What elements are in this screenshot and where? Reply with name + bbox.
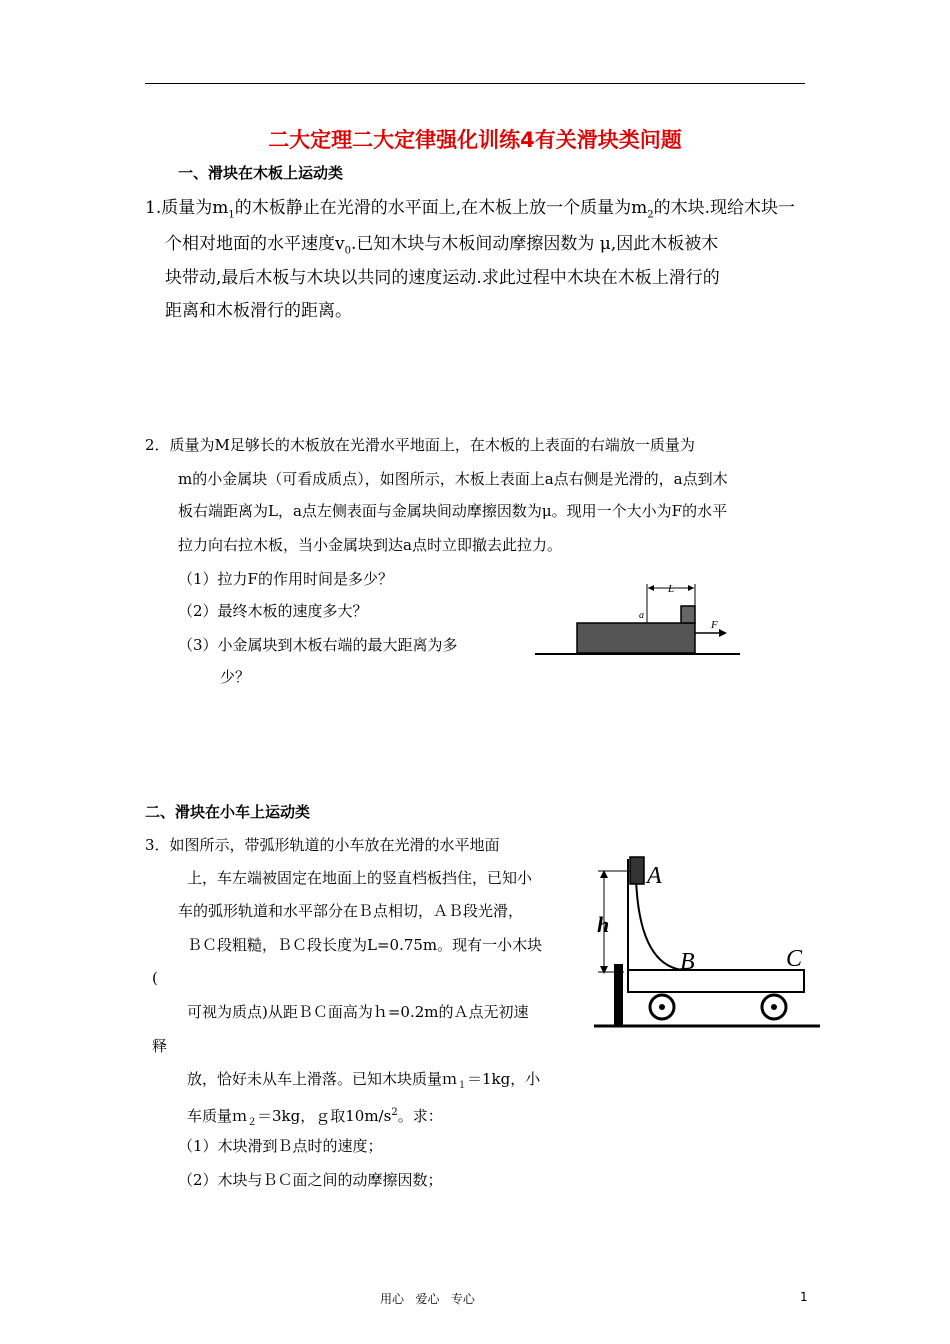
page-number: 1: [800, 1290, 808, 1304]
q3-line-6: 可视为质点)从距ＢＣ面高为ｈ=0.2m的Ａ点无初速: [187, 1003, 529, 1021]
label-h: h: [597, 912, 610, 937]
q3-line-4: ＢＣ段粗糙，ＢＣ段长度为L=0.75m。现有一小木块: [187, 936, 543, 954]
q1-line-1: 1.质量为$m_1$的木板静止在光滑的水平面上,在木板上放一个质量为$m_2$的木块.现给木块一: [145, 198, 796, 221]
q3-line-7: 释: [152, 1037, 168, 1055]
q1-line-2: 个相对地面的水平速度$v_0$.已知木块与木板间动摩擦因数为 μ,因此木板被木: [165, 234, 719, 257]
q3-sub-1: （1）木块滑到Ｂ点时的速度；: [178, 1137, 383, 1155]
q3-line-9: 车质量ｍ$_2$＝3kg，ｇ取$10m/s^2$。求：: [187, 1107, 443, 1128]
arc-track: [636, 878, 682, 970]
wood-block: [630, 857, 644, 884]
q1-line-4: 距离和木板滑行的距离。: [165, 301, 352, 321]
q2-line-4: 拉力向右拉木板，当小金属块到达a点时立即撤去此拉力。: [178, 536, 562, 554]
metal-block: [681, 606, 695, 623]
q2-line-1: 2．质量为M足够长的木板放在光滑水平地面上，在木板的上表面的右端放一质量为: [145, 436, 695, 454]
q3-line-5: (: [152, 969, 158, 987]
section-heading-2: 二、滑块在小车上运动类: [145, 803, 311, 821]
q1-line-3: 块带动,最后木板与木块以共同的速度运动.求此过程中木块在木板上滑行的: [165, 268, 720, 288]
label-F: F: [711, 619, 718, 631]
page-title: 二大定理二大定律强化训练4有关滑块类问题: [268, 128, 682, 152]
q2-sub-1: （1）拉力F的作用时间是多少？: [178, 570, 393, 588]
q3-line-1: 3．如图所示，带弧形轨道的小车放在光滑的水平地面: [145, 836, 500, 854]
section-heading-1: 一、滑块在木板上运动类: [178, 164, 344, 182]
label-L: L: [668, 583, 675, 595]
label-C: C: [786, 946, 803, 972]
q2-sub-2: （2）最终木板的速度多大？: [178, 602, 368, 620]
label-A: A: [647, 863, 662, 889]
q3-line-2: 上，车左端被固定在地面上的竖直档板挡住，已知小: [187, 869, 533, 887]
stop-plate: [614, 964, 623, 1026]
footer-motto: 用心 爱心 专心: [380, 1292, 475, 1306]
q2-line-2: m的小金属块（可看成质点），如图所示，木板上表面上a点右侧是光滑的，a点到木: [178, 470, 728, 488]
label-a: a: [639, 610, 644, 621]
cart-figure: [594, 854, 820, 1030]
q2-line-3: 板右端距离为L，a点左侧表面与金属块间动摩擦因数为μ。现用一个大小为F的水平: [178, 502, 728, 520]
q3-line-8: 放，恰好未从车上滑落。已知木块质量ｍ$_1$＝1kg，小: [187, 1070, 541, 1091]
q2-sub-3: （3）小金属块到木板右端的最大距离为多: [178, 636, 458, 654]
board-figure: [535, 576, 740, 660]
cart-body: [628, 970, 804, 992]
label-B: B: [680, 949, 695, 975]
q3-line-3: 车的弧形轨道和水平部分在Ｂ点相切，ＡＢ段光滑，: [178, 902, 524, 920]
q3-sub-2: （2）木块与ＢＣ面之间的动摩擦因数；: [178, 1171, 443, 1189]
board: [577, 623, 695, 653]
header-rule: [145, 83, 805, 84]
q2-sub-3-cont: 少？: [220, 668, 251, 686]
